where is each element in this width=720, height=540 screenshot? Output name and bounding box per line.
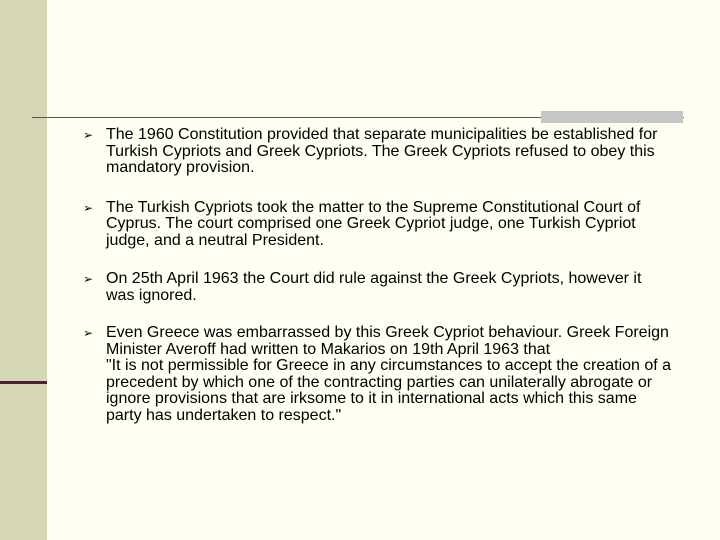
bullet-item (83, 325, 673, 424)
bullet-text: The 1960 Constitution provided that separate municipalities be established for Turkish Cypriots and Greek Cypriots. The Greek Cypriots refused to obey this mandatory provision. (106, 126, 658, 176)
bullet-item (83, 200, 673, 250)
left-accent-bar (0, 381, 47, 384)
arrow-bullet-icon: ➢ (83, 200, 94, 215)
left-decorative-band (0, 0, 47, 540)
bullet-text: The Turkish Cypriots took the matter to the Supreme Constitutional Court of Cyprus. The court comprised one Greek Cypriot judge, one Turkish Cypriot judge, and a neutral President. (106, 198, 641, 249)
arrow-bullet-icon: ➢ (83, 326, 94, 340)
corner-decorative-block (541, 111, 683, 123)
bullet-list (83, 127, 673, 424)
bullet-quote-text: "It is not permissible for Greece in any circumstances to accept the creation of a precedent by which one of the contracting parties can unilaterally abrogate or ignore provisions that are irksome to it in international acts which this same party has undertaken to respect." (106, 357, 672, 424)
bullet-item (83, 127, 673, 177)
arrow-bullet-icon: ➢ (83, 128, 94, 142)
arrow-bullet-icon: ➢ (83, 272, 94, 286)
bullet-item (83, 271, 673, 304)
bullet-text: On 25th April 1963 the Court did rule against the Greek Cypriots, however it was ignored. (106, 270, 642, 304)
bullet-text: Even Greece was embarrassed by this Greek Cypriot behaviour. Greek Foreign Minister Averoff had written to Makarios on 19th April 1963 that (106, 324, 669, 358)
